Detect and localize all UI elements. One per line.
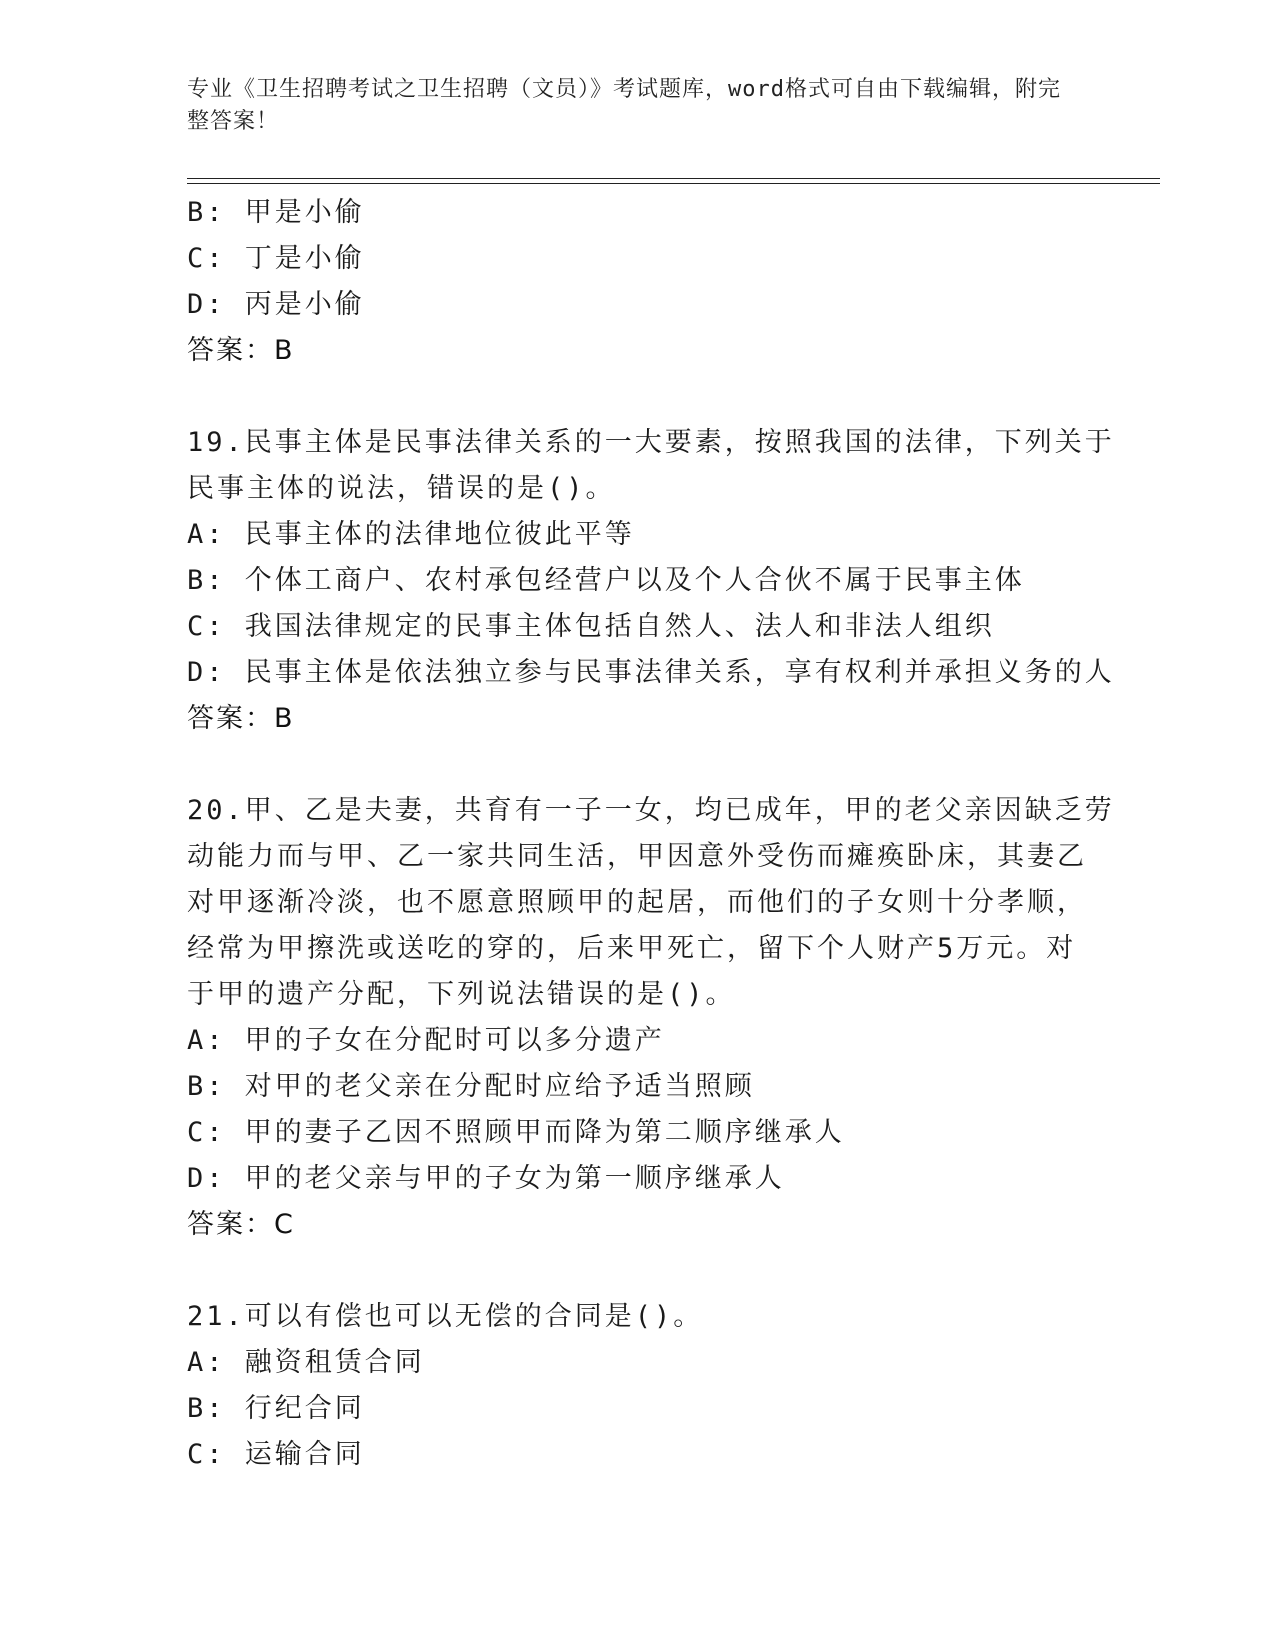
option-d: D: 甲的老父亲与甲的子女为第一顺序继承人 xyxy=(187,1163,785,1194)
option-d: D: 民事主体是依法独立参与民事法律关系，享有权利并承担义务的人 xyxy=(187,657,1115,688)
carryover-block xyxy=(187,190,1087,374)
option-c: C: 丁是小偷 xyxy=(187,243,365,274)
option-c: C: 甲的妻子乙因不照顾甲而降为第二顺序继承人 xyxy=(187,1117,845,1148)
answer-line: 答案：C xyxy=(187,1209,295,1240)
question-stem-line: 20.甲、乙是夫妻，共育有一子一女，均已成年，甲的老父亲因缺乏劳 xyxy=(187,795,1115,826)
option-b: B: 甲是小偷 xyxy=(187,197,365,228)
option-b: B: 个体工商户、农村承包经营户以及个人合伙不属于民事主体 xyxy=(187,565,1025,596)
option-d: D: 丙是小偷 xyxy=(187,289,365,320)
option-a: A: 融资租赁合同 xyxy=(187,1347,425,1378)
question-stem-line: 于甲的遗产分配，下列说法错误的是()。 xyxy=(187,979,736,1010)
question-list xyxy=(187,190,1115,1478)
question-stem-line: 动能力而与甲、乙一家共同生活，甲因意外受伤而瘫痪卧床，其妻乙 xyxy=(187,841,1087,872)
question-19 xyxy=(187,420,1115,742)
question-stem-line: 经常为甲擦洗或送吃的穿的，后来甲死亡，留下个人财产5万元。对 xyxy=(187,933,1077,964)
question-stem-line: 民事主体的说法，错误的是()。 xyxy=(187,473,616,504)
option-c: C: 我国法律规定的民事主体包括自然人、法人和非法人组织 xyxy=(187,611,995,642)
question-stem-line: 对甲逐渐冷淡，也不愿意照顾甲的起居，而他们的子女则十分孝顺， xyxy=(187,887,1087,918)
option-a: A: 民事主体的法律地位彼此平等 xyxy=(187,519,635,550)
question-stem-line: 21.可以有偿也可以无偿的合同是()。 xyxy=(187,1301,704,1332)
question-20 xyxy=(187,788,1115,1248)
document-header xyxy=(187,74,1067,138)
header-divider xyxy=(187,178,1160,184)
option-b: B: 行纪合同 xyxy=(187,1393,365,1424)
question-stem-line: 19.民事主体是民事法律关系的一大要素，按照我国的法律，下列关于 xyxy=(187,427,1115,458)
answer-line: 答案：B xyxy=(187,703,295,734)
option-a: A: 甲的子女在分配时可以多分遗产 xyxy=(187,1025,665,1056)
header-text: 专业《卫生招聘考试之卫生招聘（文员）》考试题库，word格式可自由下载编辑，附完整答案！ xyxy=(187,77,1061,134)
question-21 xyxy=(187,1294,1087,1478)
answer-line: 答案：B xyxy=(187,335,295,366)
option-b: B: 对甲的老父亲在分配时应给予适当照顾 xyxy=(187,1071,755,1102)
option-c: C: 运输合同 xyxy=(187,1439,365,1470)
